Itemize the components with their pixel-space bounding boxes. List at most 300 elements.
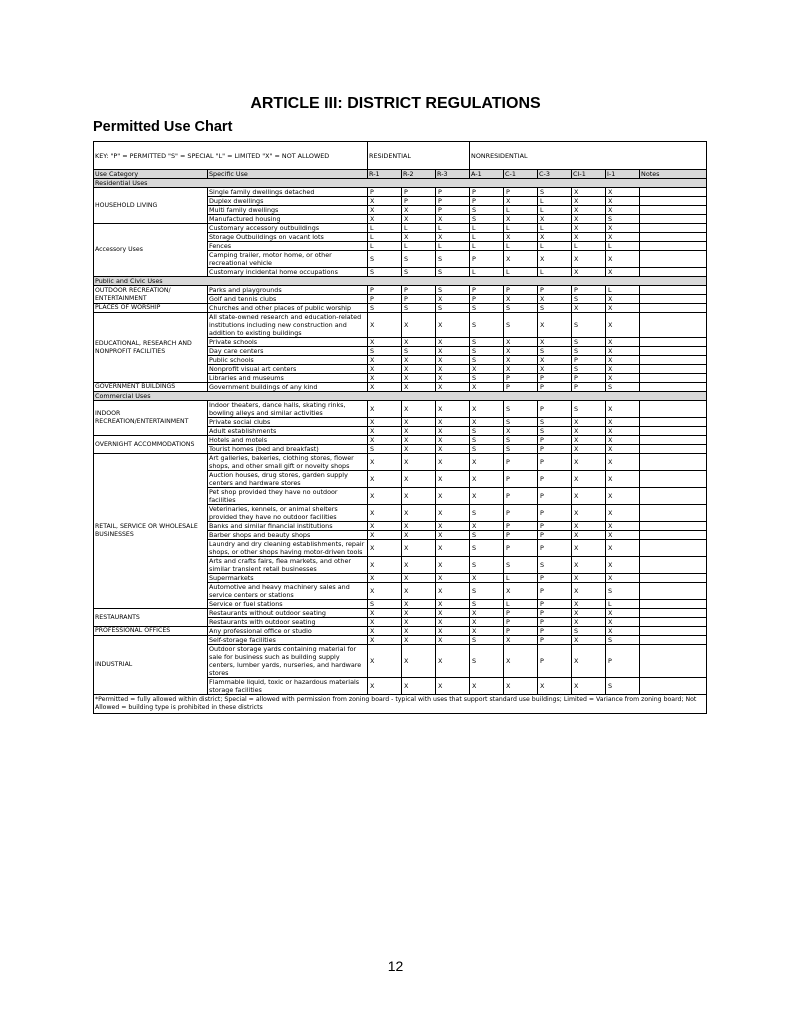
district-code-cell: X bbox=[402, 383, 436, 392]
district-code-cell: X bbox=[504, 365, 538, 374]
table-row bbox=[94, 224, 707, 233]
district-code-cell: L bbox=[504, 224, 538, 233]
specific-use-cell: Customary accessory outbuildings bbox=[208, 224, 368, 233]
use-category-cell: OVERNIGHT ACCOMMODATIONS bbox=[94, 436, 208, 454]
district-code-cell: X bbox=[402, 583, 436, 600]
district-code-cell: P bbox=[538, 383, 572, 392]
district-code-cell: X bbox=[606, 347, 640, 356]
chart-title: Permitted Use Chart bbox=[93, 119, 233, 135]
district-code-cell: X bbox=[368, 531, 402, 540]
page-number: 12 bbox=[387, 958, 404, 974]
district-code-cell: S bbox=[572, 295, 606, 304]
district-code-cell: P bbox=[368, 295, 402, 304]
district-code-cell: L bbox=[470, 233, 504, 242]
notes-cell bbox=[640, 645, 707, 678]
col-header-c3: C-3 bbox=[538, 170, 572, 179]
notes-cell bbox=[640, 636, 707, 645]
district-code-cell: X bbox=[470, 609, 504, 618]
district-code-cell: X bbox=[606, 338, 640, 347]
specific-use-cell: Libraries and museums bbox=[208, 374, 368, 383]
specific-use-cell: Camping trailer, motor home, or other recreational vehicle bbox=[208, 251, 368, 268]
notes-cell bbox=[640, 436, 707, 445]
specific-use-cell: Art galleries, bakeries, clothing stores, flower shops, and other small gift or novelty shops bbox=[208, 454, 368, 471]
district-code-cell: P bbox=[538, 618, 572, 627]
district-code-cell: X bbox=[572, 540, 606, 557]
specific-use-cell: Parks and playgrounds bbox=[208, 286, 368, 295]
district-code-cell: X bbox=[402, 557, 436, 574]
district-code-cell: X bbox=[572, 418, 606, 427]
use-category-cell: Accessory Uses bbox=[94, 224, 208, 277]
district-code-cell: X bbox=[538, 338, 572, 347]
district-code-cell: X bbox=[572, 197, 606, 206]
district-code-cell: X bbox=[572, 268, 606, 277]
use-category-cell: PROFESSIONAL OFFICES bbox=[94, 627, 208, 636]
district-code-cell: L bbox=[504, 268, 538, 277]
specific-use-cell: Tourist homes (bed and breakfast) bbox=[208, 445, 368, 454]
notes-cell bbox=[640, 365, 707, 374]
district-code-cell: L bbox=[504, 242, 538, 251]
district-code-cell: X bbox=[402, 488, 436, 505]
key-legend: KEY: "P" = PERMITTED "S" = SPECIAL "L" = LIMITED "X" = NOT ALLOWED bbox=[94, 142, 368, 170]
district-code-cell: L bbox=[436, 242, 470, 251]
district-code-cell: L bbox=[504, 600, 538, 609]
district-code-cell: S bbox=[470, 304, 504, 313]
district-code-cell: S bbox=[606, 636, 640, 645]
notes-cell bbox=[640, 197, 707, 206]
notes-cell bbox=[640, 356, 707, 365]
table-row bbox=[94, 454, 707, 471]
district-code-cell: P bbox=[504, 188, 538, 197]
district-code-cell: X bbox=[436, 557, 470, 574]
district-code-cell: X bbox=[402, 645, 436, 678]
notes-cell bbox=[640, 313, 707, 338]
district-code-cell: X bbox=[402, 678, 436, 695]
col-header-r2: R-2 bbox=[402, 170, 436, 179]
district-code-cell: S bbox=[538, 418, 572, 427]
col-header-i1: I-1 bbox=[606, 170, 640, 179]
specific-use-cell: Auction houses, drug stores, garden supply centers and hardware stores bbox=[208, 471, 368, 488]
district-code-cell: X bbox=[402, 313, 436, 338]
district-code-cell: X bbox=[572, 557, 606, 574]
col-header-a1: A-1 bbox=[470, 170, 504, 179]
district-code-cell: S bbox=[572, 401, 606, 418]
section-title: Residential Uses bbox=[94, 179, 707, 188]
district-code-cell: X bbox=[402, 618, 436, 627]
table-row bbox=[94, 636, 707, 645]
notes-cell bbox=[640, 251, 707, 268]
district-code-cell: S bbox=[572, 347, 606, 356]
specific-use-cell: Private social clubs bbox=[208, 418, 368, 427]
notes-cell bbox=[640, 206, 707, 215]
district-code-cell: X bbox=[436, 488, 470, 505]
notes-cell bbox=[640, 374, 707, 383]
district-code-cell: X bbox=[572, 574, 606, 583]
district-code-cell: P bbox=[538, 600, 572, 609]
district-code-cell: X bbox=[436, 445, 470, 454]
notes-cell bbox=[640, 338, 707, 347]
section-header-row bbox=[94, 392, 707, 401]
notes-cell bbox=[640, 427, 707, 436]
district-code-cell: X bbox=[572, 678, 606, 695]
district-code-cell: P bbox=[368, 286, 402, 295]
district-code-cell: S bbox=[504, 445, 538, 454]
notes-cell bbox=[640, 522, 707, 531]
district-code-cell: X bbox=[572, 251, 606, 268]
district-code-cell: P bbox=[504, 374, 538, 383]
table-row bbox=[94, 436, 707, 445]
district-code-cell: X bbox=[368, 401, 402, 418]
district-code-cell: L bbox=[538, 197, 572, 206]
district-code-cell: P bbox=[504, 609, 538, 618]
specific-use-cell: Self-storage facilities bbox=[208, 636, 368, 645]
district-code-cell: X bbox=[504, 338, 538, 347]
district-code-cell: X bbox=[368, 522, 402, 531]
district-code-cell: X bbox=[402, 574, 436, 583]
district-code-cell: X bbox=[538, 215, 572, 224]
district-code-cell: P bbox=[538, 454, 572, 471]
district-code-cell: X bbox=[606, 418, 640, 427]
district-code-cell: P bbox=[504, 488, 538, 505]
col-header-notes: Notes bbox=[640, 170, 707, 179]
district-code-cell: X bbox=[402, 418, 436, 427]
district-code-cell: S bbox=[436, 268, 470, 277]
district-code-cell: P bbox=[572, 286, 606, 295]
district-code-cell: X bbox=[470, 401, 504, 418]
notes-cell bbox=[640, 583, 707, 600]
district-code-cell: S bbox=[538, 304, 572, 313]
district-code-cell: X bbox=[368, 206, 402, 215]
section-title: Public and Civic Uses bbox=[94, 277, 707, 286]
district-code-cell: X bbox=[606, 233, 640, 242]
district-code-cell: X bbox=[606, 188, 640, 197]
notes-cell bbox=[640, 540, 707, 557]
district-code-cell: X bbox=[572, 304, 606, 313]
specific-use-cell: Arts and crafts fairs, flea markets, and other similar transient retail businesses bbox=[208, 557, 368, 574]
district-code-cell: X bbox=[504, 356, 538, 365]
district-code-cell: L bbox=[606, 600, 640, 609]
district-code-cell: P bbox=[504, 618, 538, 627]
district-code-cell: S bbox=[504, 401, 538, 418]
district-code-cell: X bbox=[606, 427, 640, 436]
district-code-cell: X bbox=[402, 215, 436, 224]
specific-use-cell: Government buildings of any kind bbox=[208, 383, 368, 392]
district-code-cell: P bbox=[436, 206, 470, 215]
district-code-cell: P bbox=[538, 401, 572, 418]
specific-use-cell: Banks and similar financial institutions bbox=[208, 522, 368, 531]
district-code-cell: X bbox=[504, 583, 538, 600]
district-code-cell: P bbox=[538, 531, 572, 540]
notes-cell bbox=[640, 268, 707, 277]
district-code-cell: X bbox=[368, 436, 402, 445]
district-code-cell: X bbox=[606, 505, 640, 522]
specific-use-cell: Pet shop provided they have no outdoor facilities bbox=[208, 488, 368, 505]
district-code-cell: X bbox=[470, 627, 504, 636]
col-header-ci1: CI-1 bbox=[572, 170, 606, 179]
district-code-cell: S bbox=[470, 338, 504, 347]
district-code-cell: P bbox=[572, 383, 606, 392]
district-code-cell: S bbox=[368, 251, 402, 268]
district-code-cell: X bbox=[606, 540, 640, 557]
district-code-cell: S bbox=[504, 304, 538, 313]
district-code-cell: X bbox=[436, 338, 470, 347]
notes-cell bbox=[640, 286, 707, 295]
district-code-cell: S bbox=[606, 383, 640, 392]
district-code-cell: X bbox=[504, 636, 538, 645]
district-code-cell: P bbox=[538, 505, 572, 522]
district-code-cell: S bbox=[470, 445, 504, 454]
district-code-cell: X bbox=[368, 645, 402, 678]
district-code-cell: X bbox=[470, 522, 504, 531]
district-code-cell: X bbox=[538, 356, 572, 365]
specific-use-cell: Indoor theaters, dance halls, skating rinks, bowling alleys and similar activities bbox=[208, 401, 368, 418]
district-code-cell: P bbox=[470, 286, 504, 295]
district-code-cell: S bbox=[470, 206, 504, 215]
district-code-cell: X bbox=[572, 206, 606, 215]
specific-use-cell: Restaurants without outdoor seating bbox=[208, 609, 368, 618]
district-code-cell: X bbox=[538, 678, 572, 695]
district-code-cell: S bbox=[470, 600, 504, 609]
district-code-cell: S bbox=[402, 251, 436, 268]
specific-use-cell: Fences bbox=[208, 242, 368, 251]
section-header-row bbox=[94, 179, 707, 188]
district-code-cell: X bbox=[368, 313, 402, 338]
notes-cell bbox=[640, 488, 707, 505]
district-code-cell: X bbox=[402, 505, 436, 522]
specific-use-cell: Multi family dwellings bbox=[208, 206, 368, 215]
district-code-cell: S bbox=[368, 445, 402, 454]
district-code-cell: X bbox=[368, 427, 402, 436]
specific-use-cell: Supermarkets bbox=[208, 574, 368, 583]
district-code-cell: X bbox=[402, 454, 436, 471]
use-category-cell: PLACES OF WORSHIP bbox=[94, 304, 208, 313]
district-code-cell: X bbox=[572, 233, 606, 242]
district-code-cell: S bbox=[538, 427, 572, 436]
district-code-cell: X bbox=[368, 383, 402, 392]
district-code-cell: P bbox=[538, 540, 572, 557]
district-code-cell: X bbox=[436, 233, 470, 242]
district-code-cell: P bbox=[470, 188, 504, 197]
district-code-cell: X bbox=[368, 418, 402, 427]
specific-use-cell: All state-owned research and education-related institutions including new construction and addition to existing buildings bbox=[208, 313, 368, 338]
permitted-use-table bbox=[93, 141, 707, 714]
district-code-cell: P bbox=[538, 522, 572, 531]
district-code-cell: X bbox=[504, 233, 538, 242]
district-code-cell: P bbox=[436, 197, 470, 206]
district-code-cell: P bbox=[402, 295, 436, 304]
specific-use-cell: Public schools bbox=[208, 356, 368, 365]
district-code-cell: X bbox=[470, 471, 504, 488]
district-code-cell: X bbox=[402, 600, 436, 609]
district-code-cell: X bbox=[436, 531, 470, 540]
use-category-cell: RETAIL, SERVICE OR WHOLESALE BUSINESSES bbox=[94, 454, 208, 609]
district-code-cell: X bbox=[606, 531, 640, 540]
district-code-cell: X bbox=[368, 215, 402, 224]
district-code-cell: P bbox=[538, 445, 572, 454]
district-code-cell: X bbox=[538, 313, 572, 338]
district-code-cell: L bbox=[572, 242, 606, 251]
district-code-cell: X bbox=[436, 347, 470, 356]
district-code-cell: X bbox=[572, 636, 606, 645]
district-code-cell: X bbox=[572, 188, 606, 197]
district-code-cell: S bbox=[402, 268, 436, 277]
district-code-cell: L bbox=[538, 224, 572, 233]
district-code-cell: X bbox=[436, 356, 470, 365]
district-code-cell: X bbox=[402, 374, 436, 383]
district-code-cell: L bbox=[402, 242, 436, 251]
district-code-cell: S bbox=[368, 304, 402, 313]
footnote-row bbox=[94, 695, 707, 714]
specific-use-cell: Manufactured housing bbox=[208, 215, 368, 224]
district-code-cell: X bbox=[470, 618, 504, 627]
col-header-specific-use: Specific Use bbox=[208, 170, 368, 179]
district-code-cell: S bbox=[470, 313, 504, 338]
district-code-cell: X bbox=[606, 574, 640, 583]
district-code-cell: P bbox=[504, 627, 538, 636]
district-code-cell: X bbox=[368, 338, 402, 347]
district-code-cell: X bbox=[606, 197, 640, 206]
district-code-cell: X bbox=[402, 338, 436, 347]
district-code-cell: S bbox=[436, 286, 470, 295]
district-code-cell: S bbox=[470, 436, 504, 445]
district-code-cell: X bbox=[436, 365, 470, 374]
section-title: Commercial Uses bbox=[94, 392, 707, 401]
district-code-cell: S bbox=[470, 636, 504, 645]
district-code-cell: X bbox=[538, 295, 572, 304]
specific-use-cell: Automotive and heavy machinery sales and service centers or stations bbox=[208, 583, 368, 600]
district-code-cell: L bbox=[402, 224, 436, 233]
district-code-cell: X bbox=[606, 304, 640, 313]
district-code-cell: P bbox=[538, 471, 572, 488]
use-category-cell: INDUSTRIAL bbox=[94, 636, 208, 695]
district-code-cell: X bbox=[606, 471, 640, 488]
district-code-cell: S bbox=[572, 627, 606, 636]
district-code-cell: L bbox=[470, 224, 504, 233]
district-code-cell: X bbox=[436, 583, 470, 600]
district-code-cell: X bbox=[402, 522, 436, 531]
specific-use-cell: Private schools bbox=[208, 338, 368, 347]
district-code-cell: X bbox=[436, 627, 470, 636]
table-row bbox=[94, 609, 707, 618]
district-code-cell: X bbox=[470, 488, 504, 505]
district-code-cell: X bbox=[368, 505, 402, 522]
district-code-cell: L bbox=[538, 242, 572, 251]
specific-use-cell: Restaurants with outdoor seating bbox=[208, 618, 368, 627]
district-code-cell: X bbox=[402, 531, 436, 540]
district-code-cell: P bbox=[538, 286, 572, 295]
notes-cell bbox=[640, 600, 707, 609]
article-title: ARTICLE III: DISTRICT REGULATIONS bbox=[250, 95, 541, 112]
district-code-cell: S bbox=[504, 418, 538, 427]
district-code-cell: X bbox=[368, 609, 402, 618]
district-code-cell: X bbox=[606, 445, 640, 454]
district-code-cell: S bbox=[504, 557, 538, 574]
district-code-cell: X bbox=[606, 365, 640, 374]
district-code-cell: X bbox=[572, 645, 606, 678]
specific-use-cell: Duplex dwellings bbox=[208, 197, 368, 206]
district-code-cell: X bbox=[606, 609, 640, 618]
district-code-cell: X bbox=[572, 454, 606, 471]
district-code-cell: X bbox=[572, 522, 606, 531]
district-code-cell: S bbox=[572, 338, 606, 347]
district-code-cell: X bbox=[572, 488, 606, 505]
district-code-cell: X bbox=[402, 436, 436, 445]
col-header-r3: R-3 bbox=[436, 170, 470, 179]
district-code-cell: L bbox=[368, 233, 402, 242]
district-code-cell: X bbox=[572, 224, 606, 233]
district-code-cell: X bbox=[436, 645, 470, 678]
district-code-cell: X bbox=[606, 454, 640, 471]
district-code-cell: X bbox=[402, 356, 436, 365]
district-code-cell: P bbox=[402, 188, 436, 197]
col-header-c1: C-1 bbox=[504, 170, 538, 179]
district-code-cell: X bbox=[368, 557, 402, 574]
district-code-cell: X bbox=[436, 636, 470, 645]
district-code-cell: X bbox=[368, 574, 402, 583]
district-code-cell: P bbox=[538, 436, 572, 445]
district-code-cell: L bbox=[606, 242, 640, 251]
district-code-cell: X bbox=[504, 427, 538, 436]
district-code-cell: X bbox=[606, 295, 640, 304]
district-code-cell: X bbox=[572, 531, 606, 540]
specific-use-cell: Outdoor storage yards containing material for sale for business such as building supply centers, lumber yards, nurseries, and hardware stores bbox=[208, 645, 368, 678]
district-code-cell: X bbox=[538, 233, 572, 242]
district-code-cell: X bbox=[470, 365, 504, 374]
district-code-cell: X bbox=[402, 427, 436, 436]
district-code-cell: S bbox=[470, 374, 504, 383]
district-code-cell: S bbox=[470, 505, 504, 522]
district-code-cell: X bbox=[436, 609, 470, 618]
specific-use-cell: Customary incidental home occupations bbox=[208, 268, 368, 277]
specific-use-cell: Barber shops and beauty shops bbox=[208, 531, 368, 540]
use-category-cell: EDUCATIONAL, RESEARCH AND NONPROFIT FACILITIES bbox=[94, 313, 208, 383]
district-code-cell: X bbox=[436, 418, 470, 427]
notes-cell bbox=[640, 215, 707, 224]
district-code-cell: P bbox=[504, 505, 538, 522]
district-code-cell: X bbox=[572, 600, 606, 609]
district-code-cell: S bbox=[538, 188, 572, 197]
district-code-cell: X bbox=[572, 609, 606, 618]
district-code-cell: X bbox=[504, 347, 538, 356]
specific-use-cell: Churches and other places of public worship bbox=[208, 304, 368, 313]
district-code-cell: P bbox=[572, 356, 606, 365]
notes-cell bbox=[640, 188, 707, 197]
residential-header: RESIDENTIAL bbox=[368, 142, 470, 170]
district-code-cell: X bbox=[402, 471, 436, 488]
district-code-cell: S bbox=[470, 347, 504, 356]
district-code-cell: S bbox=[368, 268, 402, 277]
col-header-r1: R-1 bbox=[368, 170, 402, 179]
notes-cell bbox=[640, 233, 707, 242]
district-code-cell: X bbox=[368, 540, 402, 557]
district-code-cell: X bbox=[436, 215, 470, 224]
notes-cell bbox=[640, 418, 707, 427]
district-code-cell: P bbox=[504, 454, 538, 471]
district-code-cell: S bbox=[470, 583, 504, 600]
district-code-cell: X bbox=[368, 583, 402, 600]
district-code-cell: S bbox=[504, 436, 538, 445]
district-code-cell: X bbox=[470, 574, 504, 583]
district-code-cell: P bbox=[606, 645, 640, 678]
district-code-cell: S bbox=[538, 557, 572, 574]
district-code-cell: X bbox=[436, 383, 470, 392]
district-code-cell: L bbox=[436, 224, 470, 233]
district-code-cell: X bbox=[572, 215, 606, 224]
specific-use-cell: Flammable liquid, toxic or hazardous materials storage facilities bbox=[208, 678, 368, 695]
district-code-cell: S bbox=[402, 347, 436, 356]
specific-use-cell: Day care centers bbox=[208, 347, 368, 356]
table-row bbox=[94, 304, 707, 313]
district-code-cell: S bbox=[538, 347, 572, 356]
